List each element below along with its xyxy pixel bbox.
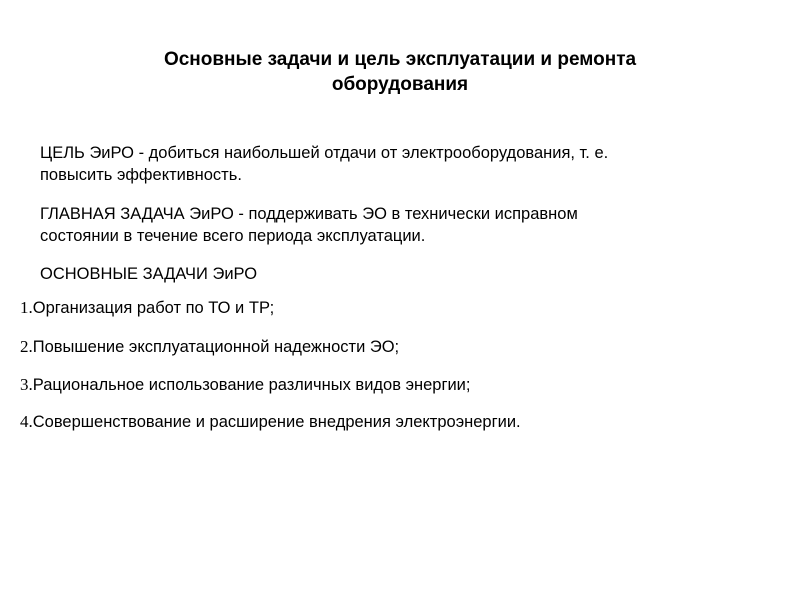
goal-paragraph <box>40 142 780 186</box>
list-item <box>20 297 780 319</box>
goal-line-2: повысить эффективность. <box>40 166 242 184</box>
list-item-number: 3. <box>20 375 33 394</box>
slide-title-line-2: оборудования <box>331 74 469 95</box>
list-item-text: Повышение эксплуатационной надежности ЭО; <box>32 338 400 356</box>
list-item-text: Рациональное использование различных видов энергии; <box>32 376 471 394</box>
list-item <box>20 336 780 358</box>
list-item-number: 1. <box>20 298 33 317</box>
main-task-line-2: состоянии в течение всего периода эксплуатации. <box>40 227 426 245</box>
tasks-heading: ОСНОВНЫЕ ЗАДАЧИ ЭиРО <box>40 265 258 283</box>
slide-title-line-1: Основные задачи и цель эксплуатации и ремонта <box>163 49 637 70</box>
main-task-line-1: ГЛАВНАЯ ЗАДАЧА ЭиРО - поддерживать ЭО в технически исправном <box>40 205 578 223</box>
list-item-number: 4. <box>20 412 33 431</box>
list-item-number: 2. <box>20 337 33 356</box>
list-item <box>20 374 780 396</box>
list-item-text: Совершенствование и расширение внедрения электроэнергии. <box>32 413 521 431</box>
slide-title <box>60 47 740 97</box>
list-item-text: Организация работ по ТО и ТР; <box>32 299 275 317</box>
goal-line-1: ЦЕЛЬ ЭиРО - добиться наибольшей отдачи от электрооборудования, т. е. <box>40 144 609 162</box>
list-item <box>20 411 780 433</box>
main-task-paragraph <box>40 203 780 247</box>
